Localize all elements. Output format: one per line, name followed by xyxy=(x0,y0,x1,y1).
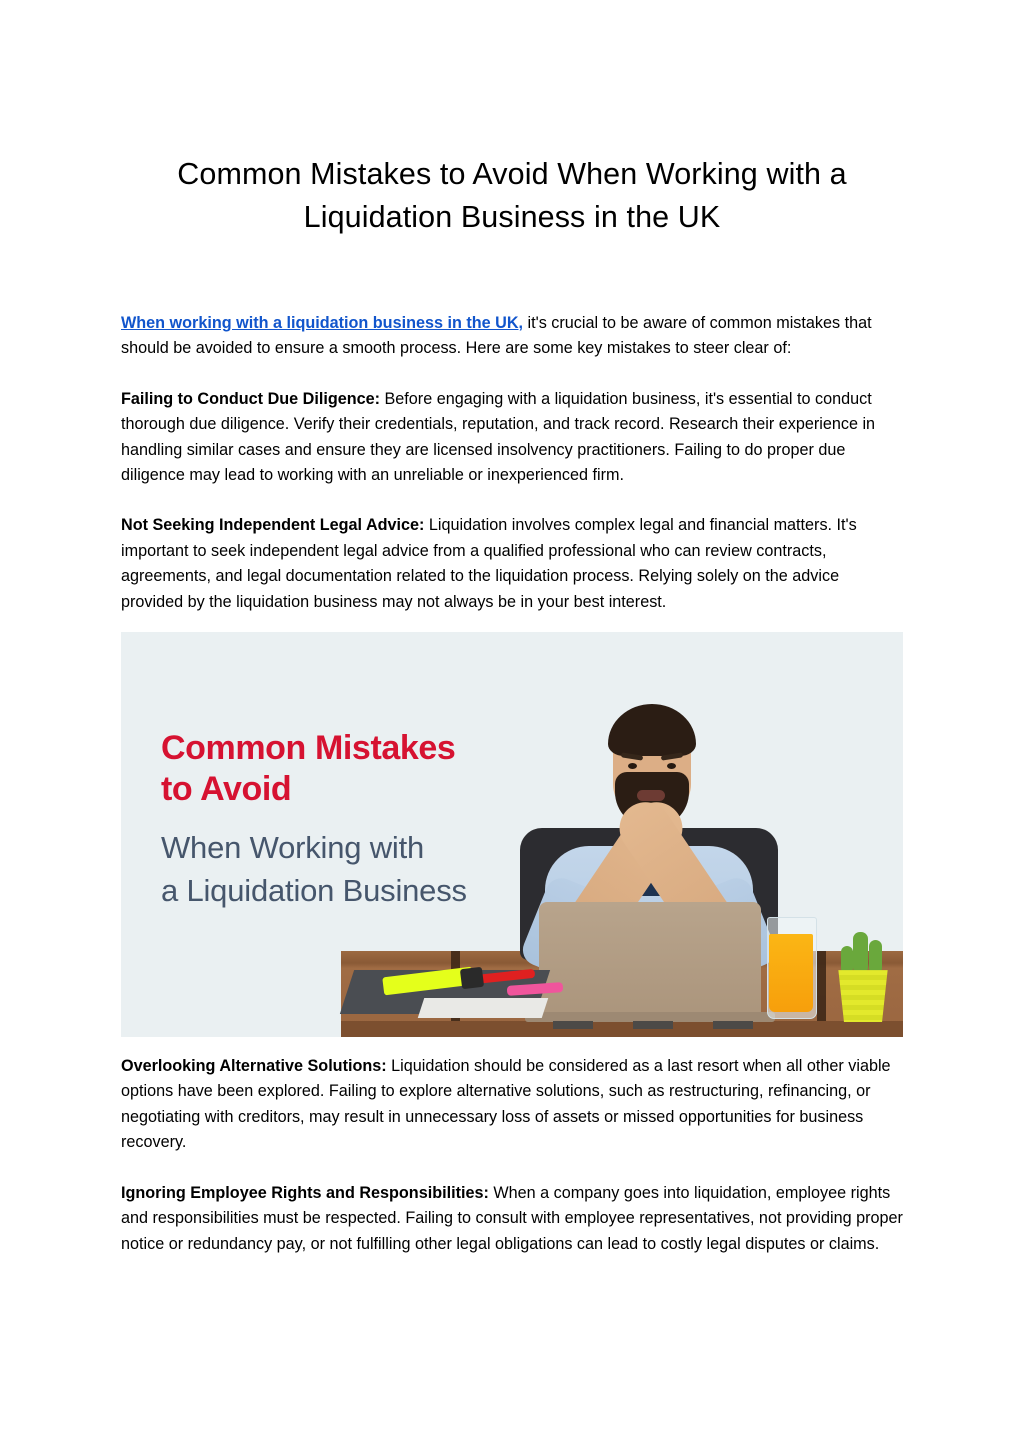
person-hair xyxy=(608,704,696,756)
liquidation-business-link[interactable]: When working with a liquidation business in the UK, xyxy=(121,314,524,332)
heading-employee-rights: Ignoring Employee Rights and Responsibilities: xyxy=(121,1183,489,1202)
page-title: Common Mistakes to Avoid When Working with a Liquidation Business in the UK xyxy=(177,157,847,234)
banner-headline-line2: to Avoid xyxy=(161,770,292,809)
paragraph-intro-text: it's crucial to be aware of common mistakes that should be avoided to ensure a smooth process. Here are some key mistakes to steer clear of: xyxy=(121,314,872,358)
paragraph-intro xyxy=(121,311,903,362)
heading-legal-advice: Not Seeking Independent Legal Advice: xyxy=(121,516,425,535)
banner-subhead-line2: a Liquidation Business xyxy=(161,873,467,909)
laptop xyxy=(539,902,761,1018)
paragraph-legal-advice xyxy=(121,513,903,615)
banner-image xyxy=(121,632,903,1037)
cactus-arm-right xyxy=(869,940,882,974)
body-due-diligence: Before engaging with a liquidation business, it's essential to conduct thorough due diligence. Verify their credentials, reputation, and track record. Research their experience in handling similar cases and ensure they are licensed insolvency practitioners. Failing to do proper due diligence may lead to working with an unreliable or inexperienced firm. xyxy=(121,389,876,485)
heading-alternatives: Overlooking Alternative Solutions: xyxy=(121,1057,387,1076)
body-alternatives: Liquidation should be considered as a last resort when all other viable options have been explored. Failing to explore alternative solutions, such as restructuring, refinancing, or negotiating with creditors, may result in unnecessary loss of assets or missed opportunities for business recovery. xyxy=(121,1057,891,1152)
banner-subhead-line1: When Working with xyxy=(161,830,425,866)
paper-sheet xyxy=(418,998,548,1018)
banner-headline-line1: Common Mistakes xyxy=(161,729,456,768)
heading-due-diligence: Failing to Conduct Due Diligence: xyxy=(121,389,380,408)
body-legal-advice: Liquidation involves complex legal and financial matters. It's important to seek independent legal advice from a qualified professional who can review contracts, agreements, and legal documentation related to the liquidation process. Relying solely on the advice provided by the liquidation business may not always be in your best interest. xyxy=(121,516,857,611)
body-employee-rights: When a company goes into liquidation, employee rights and responsibilities must be respected. Failing to consult with employee representatives, not providing proper notice or redundancy pay, or not fulfilling other legal obligations can lead to costly legal disputes or claims. xyxy=(121,1183,903,1253)
laptop-foot xyxy=(553,1021,593,1029)
laptop-foot xyxy=(713,1021,753,1029)
person-mouth xyxy=(637,790,665,801)
yellow-plant-pot xyxy=(835,970,891,1022)
orange-juice xyxy=(769,934,813,1012)
cactus-plant xyxy=(853,932,868,974)
banner-text-block xyxy=(161,728,467,912)
paragraph-due-diligence xyxy=(121,387,903,489)
paragraph-employee-rights xyxy=(121,1181,903,1257)
cactus-arm-left xyxy=(841,946,853,974)
paragraph-alternatives xyxy=(121,1054,903,1156)
highlighter-cap xyxy=(460,967,484,990)
document-content xyxy=(121,0,903,1257)
laptop-foot xyxy=(633,1021,673,1029)
table-edge xyxy=(341,1021,903,1037)
